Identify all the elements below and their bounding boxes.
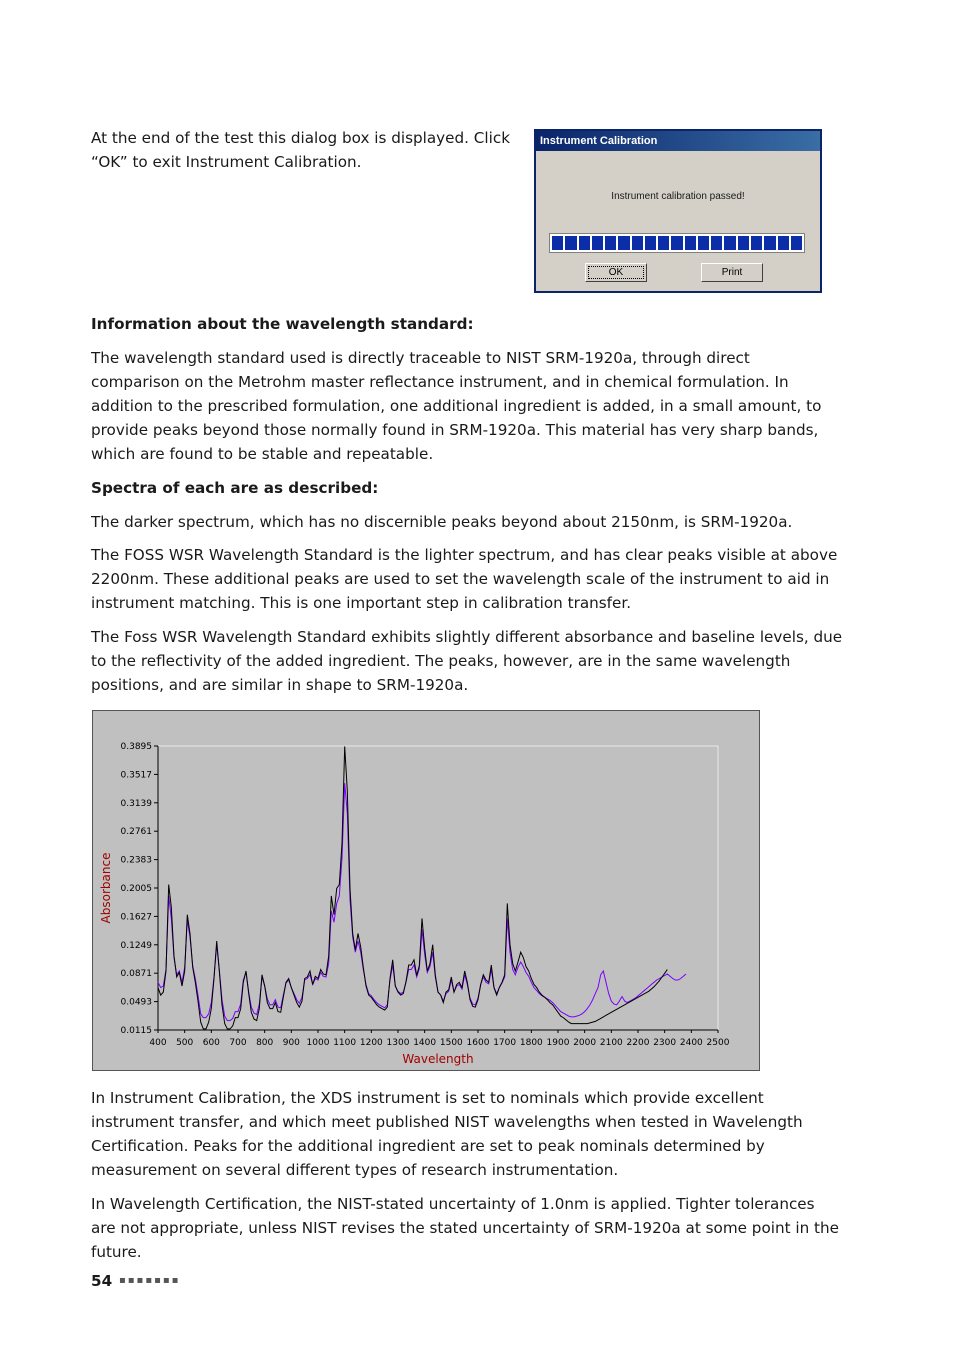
heading-wavelength-standard: Information about the wavelength standard: [91,315,474,333]
x-tick-label: 500 [176,1038,194,1048]
instrument-calibration-dialog [534,129,822,293]
absorbance-spectrum-chart [92,710,760,1071]
x-tick-label: 1600 [466,1038,490,1048]
dialog-title: Instrument Calibration [536,131,820,151]
y-tick-label: 0.1627 [120,912,152,923]
progress-block [671,236,682,250]
y-tick-label: 0.3517 [120,770,152,781]
chart-svg [93,711,759,1070]
x-tick-label: 2200 [626,1038,650,1048]
x-tick-label: 1800 [519,1038,543,1048]
paragraph-baseline: The Foss WSR Wavelength Standard exhibits slightly different absorbance and baseline levels, due to the reflectivity of the added ingredient. The peaks, however, are in the same wavelength positions, and are similar in shape to SRM-1920a. [91,628,843,694]
calibration-progress-bar [549,233,805,253]
spectrum-line [158,746,667,1029]
x-tick-label: 1400 [413,1038,437,1048]
heading-spectra: Spectra of each are as described: [91,479,379,497]
dialog-message: Instrument calibration passed! [611,191,745,202]
progress-block [738,236,749,250]
x-tick-label: 900 [282,1038,300,1048]
print-button[interactable]: Print [701,263,763,282]
y-tick-label: 0.3895 [120,742,152,752]
x-tick-label: 1300 [386,1038,410,1048]
ok-button[interactable]: OK [585,263,647,282]
x-tick-label: 1900 [546,1038,570,1048]
x-tick-label: 600 [202,1038,220,1048]
page-number: 54 [91,1272,113,1290]
paragraph-wavelength-certification: In Wavelength Certification, the NIST-stated uncertainty of 1.0nm is applied. Tighter tolerances are not appropriate, unless NIST revises the stated uncertainty of SRM-1920a at some point in the future. [91,1195,839,1261]
progress-block [764,236,775,250]
progress-block [592,236,603,250]
x-tick-label: 1200 [359,1038,383,1048]
progress-block [618,236,629,250]
progress-block [711,236,722,250]
progress-block [724,236,735,250]
x-tick-label: 400 [149,1038,167,1048]
x-tick-label: 2500 [706,1038,730,1048]
paragraph-instrument-calibration: In Instrument Calibration, the XDS instrument is set to nominals which provide excellent instrument transfer, and which meet published NIST wavelengths when tested in Wavelength Certification. Peaks for the additional ingredient are set to peak nominals determined by measurement on several different types of research instrumentation. [91,1089,803,1179]
progress-block [658,236,669,250]
progress-block [778,236,789,250]
progress-block [698,236,709,250]
progress-block [632,236,643,250]
y-tick-label: 0.3139 [120,798,152,809]
x-tick-label: 800 [256,1038,274,1048]
x-tick-label: 1100 [333,1038,357,1048]
y-axis-label: Absorbance [99,852,113,924]
x-tick-label: 1000 [306,1038,330,1048]
x-tick-label: 2000 [573,1038,597,1048]
x-tick-label: 2400 [679,1038,703,1048]
paragraph-darker-spectrum: The darker spectrum, which has no discernible peaks beyond about 2150nm, is SRM-1920a. [91,513,793,531]
y-tick-label: 0.0493 [120,997,152,1008]
progress-block [645,236,656,250]
y-tick-label: 0.2383 [120,855,152,866]
paragraph-foss-standard: The FOSS WSR Wavelength Standard is the lighter spectrum, and has clear peaks visible at above 2200nm. These additional peaks are used to set the wavelength scale of the instrument to aid in instrument matching. This is one important step in calibration transfer. [91,546,838,612]
intro-text: At the end of the test this dialog box is displayed. Click “OK” to exit Instrument Calibration. [91,129,510,171]
y-tick-label: 0.0115 [120,1026,152,1036]
progress-block [552,236,563,250]
x-tick-label: 2300 [653,1038,677,1048]
progress-block [751,236,762,250]
y-tick-label: 0.1249 [120,940,152,951]
x-tick-label: 1500 [439,1038,463,1048]
y-tick-label: 0.0871 [120,969,152,980]
progress-block [565,236,576,250]
x-tick-label: 2100 [599,1038,623,1048]
progress-block [791,236,802,250]
x-tick-label: 700 [229,1038,247,1048]
progress-block [685,236,696,250]
footer-dots: ▪▪▪▪▪▪▪ [119,1275,181,1286]
progress-block [605,236,616,250]
x-tick-label: 1700 [493,1038,517,1048]
progress-block [579,236,590,250]
spectrum-line [158,783,686,1020]
paragraph-wavelength-standard: The wavelength standard used is directly traceable to NIST SRM-1920a, through direct comparison on the Metrohm master reflectance instrument, and in chemical formulation. In addition to the prescribed formulation, one additional ingredient is added, in a small amount, to provide peaks beyond those normally found in SRM-1920a. This material has very sharp bands, which are found to be stable and repeatable. [91,349,822,463]
y-tick-label: 0.2005 [120,884,152,894]
y-tick-label: 0.2761 [120,827,152,838]
x-axis-label: Wavelength [402,1052,474,1066]
